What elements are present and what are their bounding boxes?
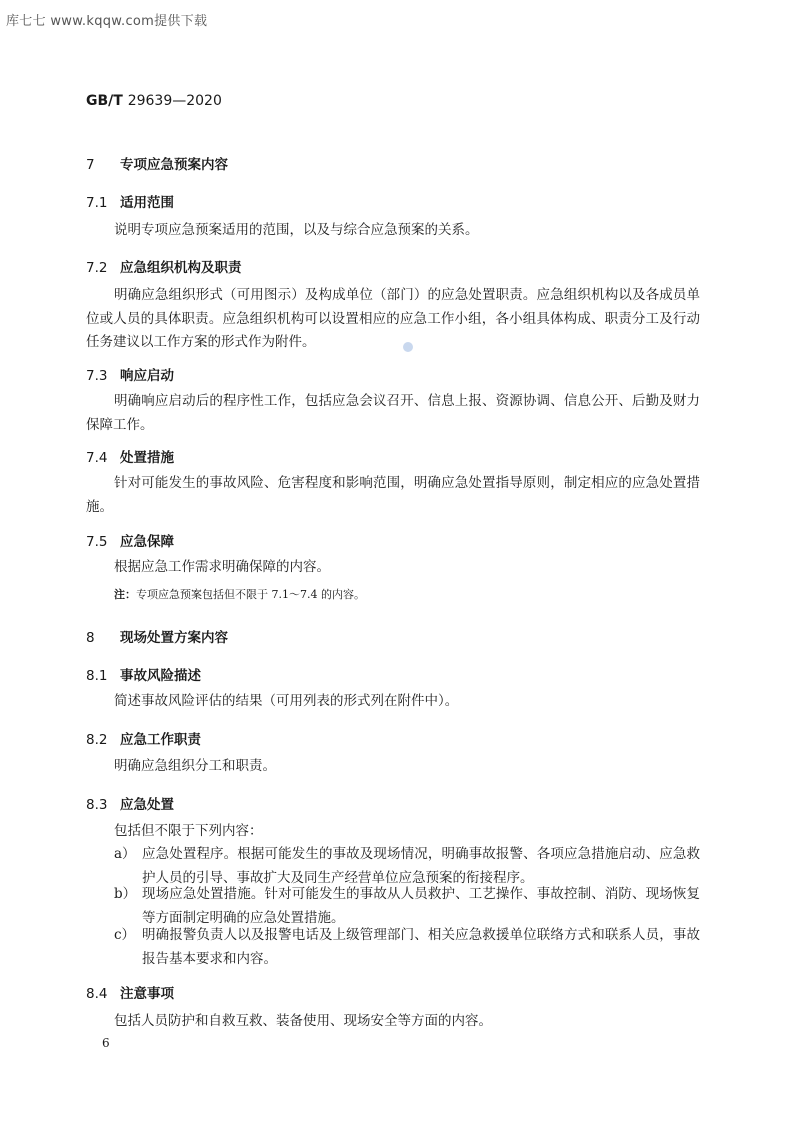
section-8-3-body: 包括但不限于下列内容： bbox=[114, 823, 263, 839]
section-number: 8.4 bbox=[86, 986, 108, 1002]
section-7-1-heading bbox=[86, 191, 174, 211]
section-7-5-body: 根据应急工作需求明确保障的内容。 bbox=[114, 559, 330, 575]
section-7-4-heading bbox=[86, 446, 174, 466]
section-number: 7.2 bbox=[86, 260, 108, 276]
section-7-1-body: 说明专项应急预案适用的范围，以及与综合应急预案的关系。 bbox=[114, 222, 479, 238]
section-title: 现场处置方案内容 bbox=[120, 630, 228, 646]
section-8-2-body: 明确应急组织分工和职责。 bbox=[114, 758, 276, 774]
standard-code: 29639—2020 bbox=[127, 93, 222, 109]
section-7-3-body: 明确响应启动后的程序性工作，包括应急会议召开、信息上报、资源协调、信息公开、后勤及财力保障工作。 bbox=[86, 393, 700, 433]
section-number: 7.4 bbox=[86, 450, 108, 466]
section-7-5-note bbox=[114, 586, 365, 602]
section-8-1-body: 简述事故风险评估的结果（可用列表的形式列在附件中）。 bbox=[114, 693, 459, 709]
list-marker: a） bbox=[114, 846, 136, 862]
section-title: 事故风险描述 bbox=[120, 668, 201, 684]
section-number: 8 bbox=[86, 630, 95, 646]
section-title: 适用范围 bbox=[120, 195, 174, 211]
section-7-3-heading bbox=[86, 364, 174, 384]
section-7-4-body: 针对可能发生的事故风险、危害程度和影响范围，明确应急处置指导原则，制定相应的应急处置措施。 bbox=[86, 475, 700, 515]
section-8-4-body: 包括人员防护和自救互救、装备使用、现场安全等方面的内容。 bbox=[114, 1013, 492, 1029]
section-7-2-body: 明确应急组织形式（可用图示）及构成单位（部门）的应急处置职责。应急组织机构以及各成员单位或人员的具体职责。应急组织机构可以设置相应的应急工作小组，各小组具体构成、职责分工及行动任务建议以工作方案的形式作为附件。 bbox=[86, 287, 700, 350]
section-number: 8.2 bbox=[86, 732, 108, 748]
note-label: 注： bbox=[114, 588, 136, 601]
section-8-heading bbox=[86, 626, 228, 646]
section-8-3-heading bbox=[86, 793, 174, 813]
section-number: 8.1 bbox=[86, 668, 108, 684]
section-number: 7.5 bbox=[86, 534, 108, 550]
list-item bbox=[114, 924, 700, 971]
section-number: 7.1 bbox=[86, 195, 108, 211]
list-marker: b） bbox=[114, 886, 137, 902]
section-title: 专项应急预案内容 bbox=[120, 157, 228, 173]
standard-number bbox=[86, 93, 222, 109]
section-title: 应急工作职责 bbox=[120, 732, 201, 748]
section-7-2-heading bbox=[86, 256, 242, 276]
section-title: 注意事项 bbox=[120, 986, 174, 1002]
list-item bbox=[114, 883, 700, 930]
standard-prefix: GB/T bbox=[86, 93, 123, 109]
page-number: 6 bbox=[102, 1036, 110, 1050]
list-item-text: 明确报警负责人以及报警电话及上级管理部门、相关应急救援单位联络方式和联系人员，事故报告基本要求和内容。 bbox=[142, 927, 700, 967]
section-title: 应急处置 bbox=[120, 797, 174, 813]
list-item-text: 现场应急处置措施。针对可能发生的事故从人员救护、工艺操作、事故控制、消防、现场恢复等方面制定明确的应急处置措施。 bbox=[142, 886, 700, 926]
section-8-1-heading bbox=[86, 664, 201, 684]
note-text: 专项应急预案包括但不限于 7.1～7.4 的内容。 bbox=[136, 588, 365, 601]
section-title: 处置措施 bbox=[120, 450, 174, 466]
section-title: 应急保障 bbox=[120, 534, 174, 550]
section-number: 8.3 bbox=[86, 797, 108, 813]
section-title: 响应启动 bbox=[120, 368, 174, 384]
section-7-heading bbox=[86, 153, 228, 173]
download-watermark: 库七七 www.kqqw.com提供下载 bbox=[6, 14, 208, 29]
section-8-2-heading bbox=[86, 728, 201, 748]
section-7-5-heading bbox=[86, 530, 174, 550]
list-marker: c） bbox=[114, 927, 136, 943]
section-number: 7 bbox=[86, 157, 95, 173]
section-8-4-heading bbox=[86, 982, 174, 1002]
list-item-text: 应急处置程序。根据可能发生的事故及现场情况，明确事故报警、各项应急措施启动、应急救护人员的引导、事故扩大及同生产经营单位应急预案的衔接程序。 bbox=[142, 846, 700, 886]
section-number: 7.3 bbox=[86, 368, 108, 384]
section-title: 应急组织机构及职责 bbox=[120, 260, 242, 276]
